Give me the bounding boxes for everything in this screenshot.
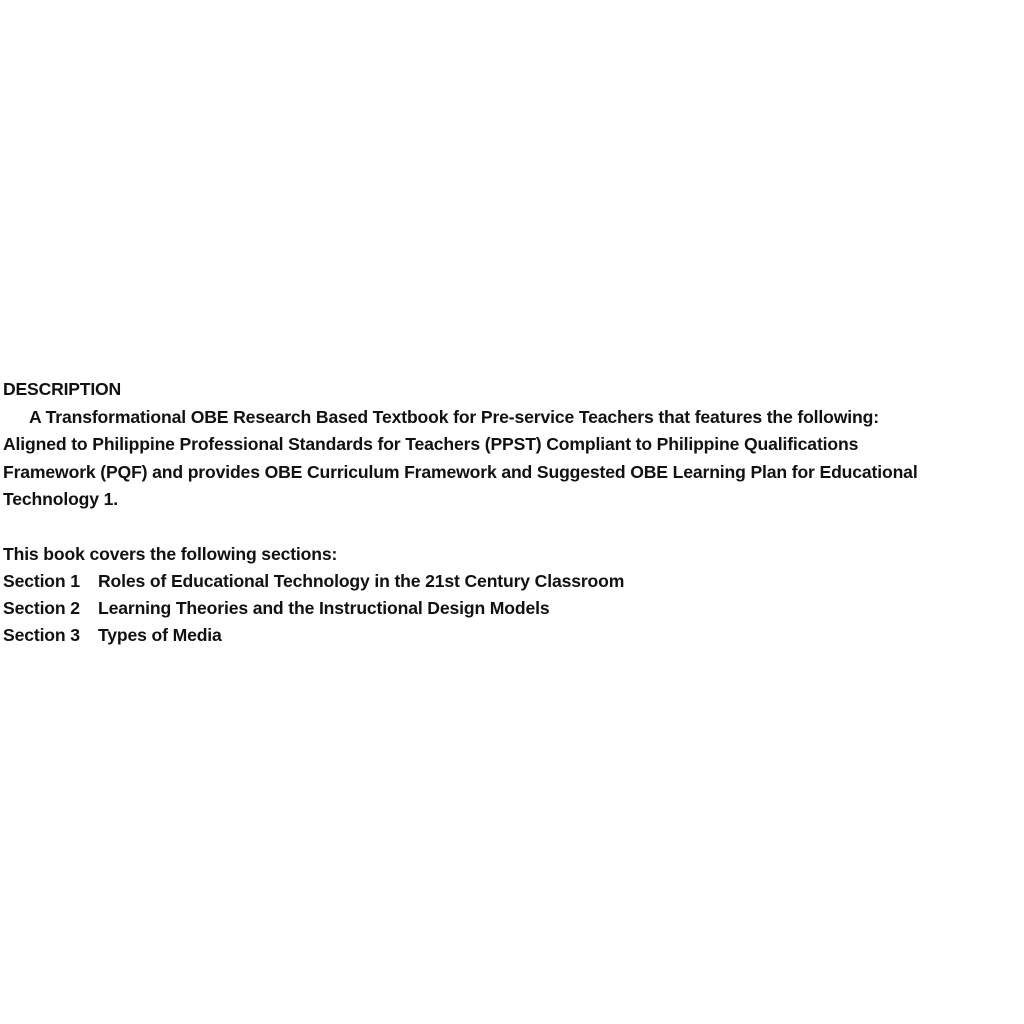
description-line: Aligned to Philippine Professional Standards for Teachers (PPST) Compliant to Philippine Qualifications [3, 434, 859, 454]
document-body [3, 376, 1021, 649]
description-line: Technology 1. [3, 489, 119, 509]
section-number: Section 1 [3, 571, 80, 591]
section-number: Section 3 [3, 625, 80, 645]
section-list [3, 568, 1021, 649]
sections-intro: This book covers the following sections: [3, 543, 338, 564]
description-line: A Transformational OBE Research Based Textbook for Pre-service Teachers that features the following: [29, 406, 879, 427]
description-paragraph [3, 404, 1021, 514]
section-number: Section 2 [3, 598, 80, 618]
section-item [3, 595, 1021, 622]
section-title: Types of Media [98, 625, 222, 645]
description-heading: DESCRIPTION [3, 379, 122, 399]
description-line: Framework (PQF) and provides OBE Curriculum Framework and Suggested OBE Learning Plan for Educational [3, 461, 918, 482]
section-title: Learning Theories and the Instructional Design Models [98, 598, 550, 618]
section-item [3, 622, 1021, 649]
paragraph-spacer [3, 514, 1021, 541]
section-title: Roles of Educational Technology in the 21st Century Classroom [98, 571, 625, 591]
section-item [3, 568, 1021, 595]
